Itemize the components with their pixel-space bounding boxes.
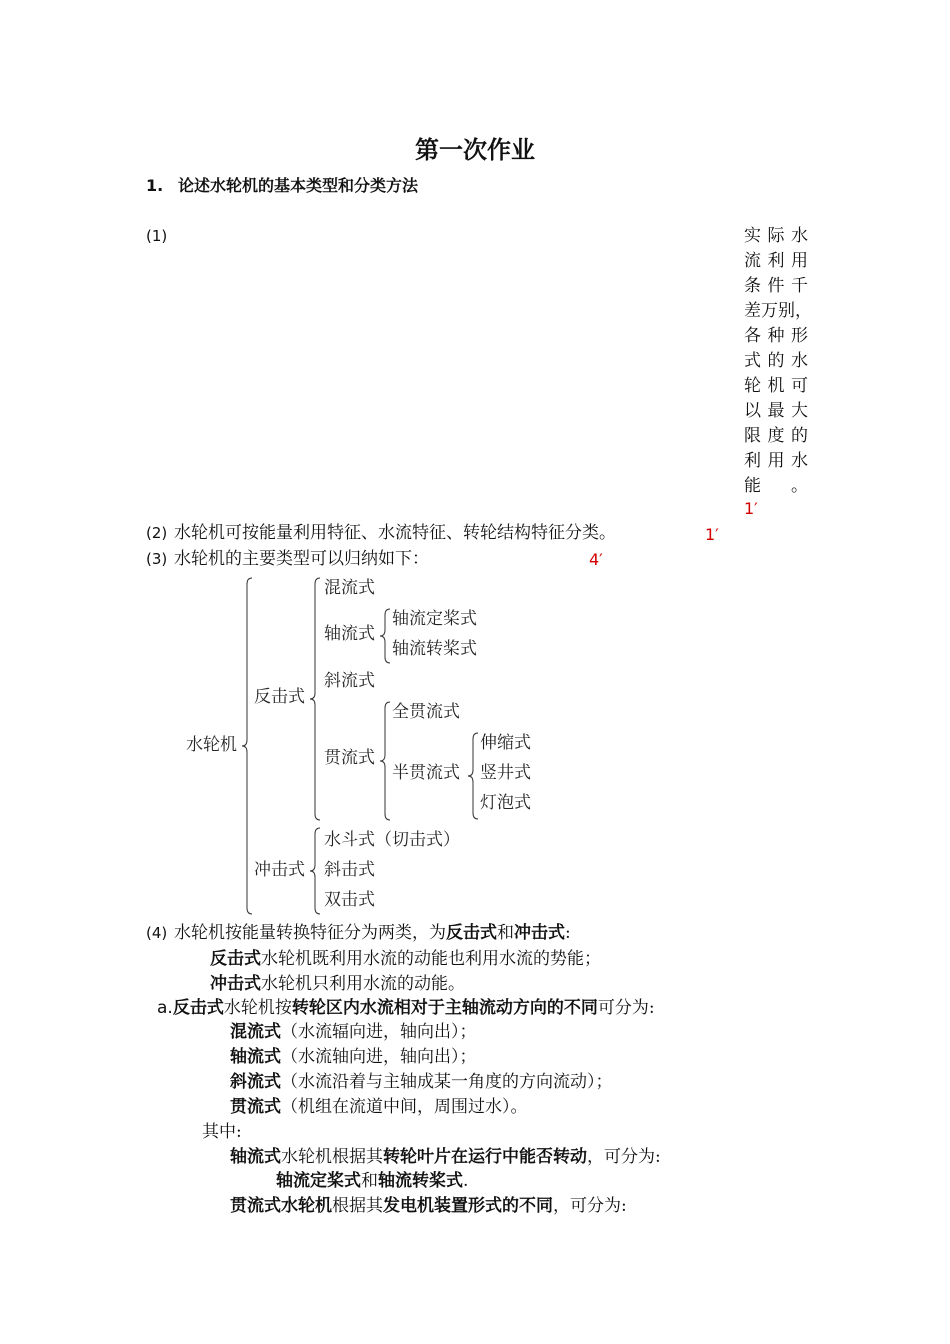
brace-axial bbox=[378, 609, 392, 663]
axial-adjustable-term: 轴流转桨式 bbox=[378, 1171, 463, 1191]
item1-score: 1′ bbox=[744, 499, 758, 518]
item2-label: (2) bbox=[146, 524, 168, 542]
tree-axial-fixed: 轴流定桨式 bbox=[392, 609, 477, 629]
item4-label: (4) bbox=[146, 924, 168, 942]
axial-and: 和 bbox=[361, 1171, 378, 1191]
vertical-line: 实 际 水 bbox=[744, 226, 808, 246]
item1-label: (1) bbox=[146, 227, 168, 245]
type-item-mixed bbox=[230, 1024, 477, 1041]
axial-fixed-term: 轴流定桨式 bbox=[276, 1171, 361, 1191]
vertical-line: 限 度 的 bbox=[744, 426, 808, 446]
tree-tubular: 贯流式 bbox=[324, 748, 375, 768]
item4-text: 水轮机按能量转换特征分为两类，为 bbox=[174, 923, 446, 943]
axial-text1: 水轮机根据其 bbox=[281, 1147, 383, 1167]
type-item-diagonal bbox=[230, 1074, 613, 1091]
tubular-text1: 根据其 bbox=[332, 1196, 383, 1216]
vertical-line: 能 。 bbox=[744, 476, 808, 496]
vertical-line: 以 最 大 bbox=[744, 401, 808, 421]
tree-shaft: 竖井式 bbox=[480, 763, 531, 783]
tree-mixed: 混流式 bbox=[324, 578, 375, 598]
tree-impulse: 冲击式 bbox=[254, 860, 305, 880]
tree-inclined-jet: 斜击式 bbox=[324, 860, 375, 880]
type-term: 轴流式 bbox=[230, 1047, 281, 1067]
brace-reaction bbox=[308, 578, 322, 820]
type-term: 斜流式 bbox=[230, 1072, 281, 1092]
brace-impulse bbox=[308, 828, 322, 914]
among-label: 其中: bbox=[202, 1122, 242, 1142]
type-item-axial bbox=[230, 1049, 477, 1066]
vertical-line: 轮 机 可 bbox=[744, 376, 808, 396]
type-desc: （水流沿着与主轴成某一角度的方向流动）； bbox=[281, 1072, 613, 1092]
tubular-term: 贯流式水轮机 bbox=[230, 1196, 332, 1216]
type-desc: （水流轴向进，轴向出）； bbox=[281, 1047, 477, 1067]
section-a-criterion: 转轮区内水流相对于主轴流动方向的不同 bbox=[291, 998, 598, 1018]
brace-tubular bbox=[378, 702, 392, 820]
tubular-text2: ，可分为: bbox=[553, 1196, 627, 1216]
tree-diagonal: 斜流式 bbox=[324, 671, 375, 691]
tree-axial: 轴流式 bbox=[324, 624, 375, 644]
impulse-term: 冲击式 bbox=[210, 974, 261, 994]
tree-semi-tubular: 半贯流式 bbox=[392, 763, 460, 783]
vertical-line: 差 万 别 ， bbox=[744, 301, 812, 321]
axial-criterion: 转轮叶片在运行中能否转动 bbox=[383, 1147, 587, 1167]
axial-term: 轴流式 bbox=[230, 1147, 281, 1167]
item3-label: (3) bbox=[146, 550, 168, 568]
tree-telescopic: 伸缩式 bbox=[480, 733, 531, 753]
item4-impulse: 冲击式 bbox=[514, 923, 565, 943]
tree-pelton: 水斗式（切击式） bbox=[324, 830, 460, 850]
vertical-line: 条 件 千 bbox=[744, 276, 808, 296]
vertical-line: 式 的 水 bbox=[744, 351, 808, 371]
item1-vertical-text bbox=[744, 226, 812, 503]
section-a-line bbox=[157, 1000, 655, 1017]
vertical-line: 各 种 形 bbox=[744, 326, 808, 346]
item2-score: 1′ bbox=[705, 525, 719, 544]
question-number: 1. bbox=[146, 176, 164, 195]
axial-classification bbox=[230, 1149, 661, 1166]
reaction-term: 反击式 bbox=[210, 949, 261, 969]
item3-text: 水轮机的主要类型可以归纳如下： bbox=[174, 549, 429, 569]
reaction-definition bbox=[210, 951, 601, 968]
item2-text: 水轮机可按能量利用特征、水流特征、转轮结构特征分类。 bbox=[174, 523, 616, 543]
tree-double-jet: 双击式 bbox=[324, 890, 375, 910]
tubular-criterion: 发电机装置形式的不同 bbox=[383, 1196, 553, 1216]
vertical-line: 流 利 用 bbox=[744, 251, 808, 271]
impulse-definition bbox=[210, 976, 465, 993]
section-a-text2: 可分为: bbox=[597, 998, 655, 1018]
type-desc: （水流辐向进，轴向出）； bbox=[281, 1022, 477, 1042]
tree-bulb: 灯泡式 bbox=[480, 793, 531, 813]
tree-root: 水轮机 bbox=[186, 735, 237, 755]
tubular-classification bbox=[230, 1198, 627, 1215]
item4-and: 和 bbox=[497, 923, 514, 943]
axial-text2: ，可分为: bbox=[587, 1147, 661, 1167]
reaction-desc: 水轮机既利用水流的动能也利用水流的势能； bbox=[261, 949, 601, 969]
tree-full-tubular: 全贯流式 bbox=[392, 702, 460, 722]
impulse-desc: 水轮机只利用水流的动能。 bbox=[261, 974, 465, 994]
section-a-text1: 水轮机按 bbox=[223, 998, 292, 1018]
type-item-tubular bbox=[230, 1099, 528, 1116]
question-text: 论述水轮机的基本类型和分类方法 bbox=[178, 176, 419, 195]
brace-root bbox=[240, 578, 254, 914]
page-title: 第一次作业 bbox=[415, 135, 535, 164]
brace-semi-tubular bbox=[466, 733, 480, 819]
item3-score: 4′ bbox=[589, 550, 603, 569]
tree-reaction: 反击式 bbox=[254, 687, 305, 707]
section-a-term: 反击式 bbox=[172, 998, 224, 1018]
vertical-line: 利 用 水 bbox=[744, 451, 808, 471]
item4-reaction: 反击式 bbox=[446, 923, 497, 943]
item4-colon: : bbox=[565, 923, 571, 943]
tree-axial-adjustable: 轴流转桨式 bbox=[392, 639, 477, 659]
type-desc: （机组在流道中间，周围过水）。 bbox=[281, 1097, 528, 1117]
item4-line bbox=[174, 925, 571, 942]
axial-period: . bbox=[463, 1171, 469, 1191]
type-term: 贯流式 bbox=[230, 1097, 281, 1117]
axial-subtypes bbox=[276, 1173, 468, 1190]
section-a-prefix: a. bbox=[157, 998, 173, 1018]
type-term: 混流式 bbox=[230, 1022, 281, 1042]
